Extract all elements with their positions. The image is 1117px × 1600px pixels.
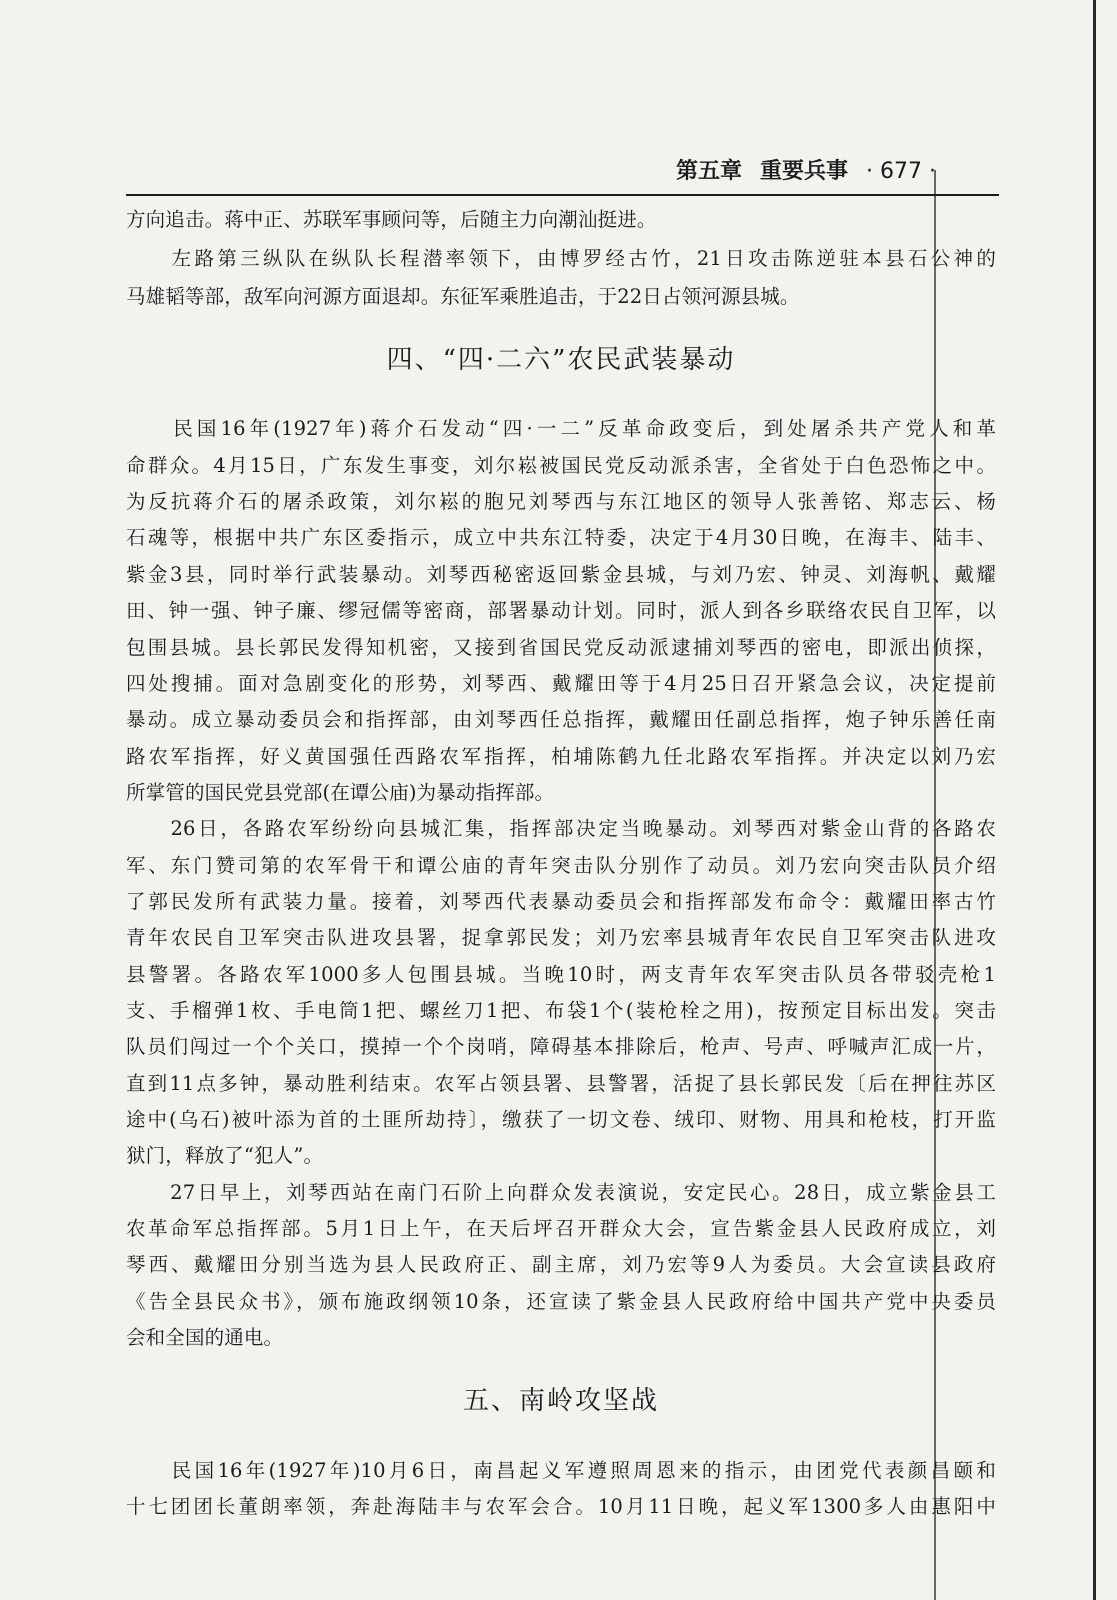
text-line: 为反抗蒋介石的屠杀政策，刘尔崧的胞兄刘琴西与东江地区的领导人张善铭、郑志云、杨 (126, 490, 996, 513)
text-line: 左路第三纵队在纵队长程潜率领下，由博罗经古竹，21日攻击陈逆驻本县石公神的 (126, 247, 996, 270)
text-line: 所掌管的国民党县党部(在谭公庙)为暴动指挥部。 (126, 781, 555, 804)
text-line: 会和全国的通电。 (126, 1326, 284, 1349)
header-title: 重要兵事 (760, 159, 849, 184)
text-line: 命群众。4月15日，广东发生事变，刘尔崧被国民党反动派杀害，全省处于白色恐怖之中。 (126, 454, 996, 477)
text-line: 狱门，释放了“犯人”。 (126, 1144, 324, 1167)
text-line: 田、钟一强、钟子廉、缪冠儒等密商，部署暴动计划。同时，派人到各乡联络农民自卫军，以 (126, 599, 996, 622)
section-title-4: 四、“四·二六”农民武装暴动 (386, 345, 736, 375)
text-line: 十七团团长董朗率领，奔赴海陆丰与农军会合。10月11日晚，起义军1300多人由惠阳中 (126, 1495, 996, 1518)
text-line: 方向追击。蒋中正、苏联军事顾问等，后随主力向潮汕挺进。 (126, 208, 657, 231)
header-rule (126, 194, 999, 196)
text-line: 琴西、戴耀田分别当选为县人民政府正、副主席，刘乃宏等9人为委员。大会宣读县政府 (126, 1253, 996, 1276)
text-line: 26日，各路农军纷纷向县城汇集，指挥部决定当晚暴动。刘琴西对紫金山背的各路农 (126, 817, 996, 840)
text-line: 了郭民发所有武装力量。接着，刘琴西代表暴动委员会和指挥部发布命令：戴耀田率古竹 (126, 890, 996, 913)
text-line: 农革命军总指挥部。5月1日上午，在天后坪召开群众大会，宣告紫金县人民政府成立，刘 (126, 1217, 996, 1240)
text-line: 民国16年(1927年)10月6日，南昌起义军遵照周恩来的指示，由团党代表颜昌颐和 (126, 1459, 996, 1482)
text-line: 途中(乌石)被叶添为首的土匪所劫持〕，缴获了一切文卷、绒印、财物、用具和枪枝，打开监 (126, 1108, 996, 1131)
text-line: 支、手榴弹1枚、手电筒1把、螺丝刀1把、布袋1个(装枪栓之用)，按预定目标出发。突击 (126, 999, 996, 1022)
text-line: 直到11点多钟，暴动胜利结束。农军占领县署、县警署，活捉了县长郭民发〔后在押往苏区 (126, 1072, 996, 1095)
text-line: 县警署。各路农军1000多人包围县城。当晚10时，两支青年农军突击队员各带驳壳枪1 (126, 963, 996, 986)
section-title-5: 五、南岭攻坚战 (462, 1386, 659, 1416)
text-line: 石魂等，根据中共广东区委指示，成立中共东江特委，决定于4月30日晚，在海丰、陆丰、 (126, 526, 996, 549)
header-chapter: 第五章 (676, 159, 743, 184)
running-header (676, 152, 996, 192)
page-number: · 677 · (866, 159, 936, 184)
text-line: 包围县城。县长郭民发得知机密，又接到省国民党反动派逮捕刘琴西的密电，即派出侦探， (126, 636, 996, 659)
text-line: 路农军指挥，好义黄国强任西路农军指挥，柏埔陈鹤九任北路农军指挥。并决定以刘乃宏 (126, 745, 996, 768)
text-line: 青年农民自卫军突击队进攻县署，捉拿郭民发；刘乃宏率县城青年农民自卫军突击队进攻 (126, 926, 996, 949)
text-line: 马雄韬等部，敌军向河源方面退却。东征军乘胜追击，于22日占领河源县城。 (126, 285, 800, 308)
text-line: 27日早上，刘琴西站在南门石阶上向群众发表演说，安定民心。28日，成立紫金县工 (126, 1181, 996, 1204)
text-line: 紫金3县，同时举行武装暴动。刘琴西秘密返回紫金县城，与刘乃宏、钟灵、刘海帆、戴耀 (126, 563, 996, 586)
text-line: 民国16年(1927年)蒋介石发动“四·一二”反革命政变后，到处屠杀共产党人和革 (126, 417, 996, 440)
text-line: 队员们闯过一个个关口，摸掉一个个岗哨，障碍基本排除后，枪声、号声、呼喊声汇成一片， (126, 1035, 996, 1058)
page-edge-shadow (1093, 0, 1096, 1600)
text-line: 暴动。成立暴动委员会和指挥部，由刘琴西任总指挥，戴耀田任副总指挥，炮子钟乐善任南 (126, 708, 996, 731)
text-line: 四处搜捕。面对急剧变化的形势，刘琴西、戴耀田等于4月25日召开紧急会议，决定提前 (126, 672, 996, 695)
text-line: 《告全县民众书》，颁布施政纲领10条，还宣读了紫金县人民政府给中国共产党中央委员 (126, 1290, 996, 1313)
text-line: 军、东门赞司第的农军骨干和谭公庙的青年突击队分别作了动员。刘乃宏向突击队员介绍 (126, 854, 996, 877)
